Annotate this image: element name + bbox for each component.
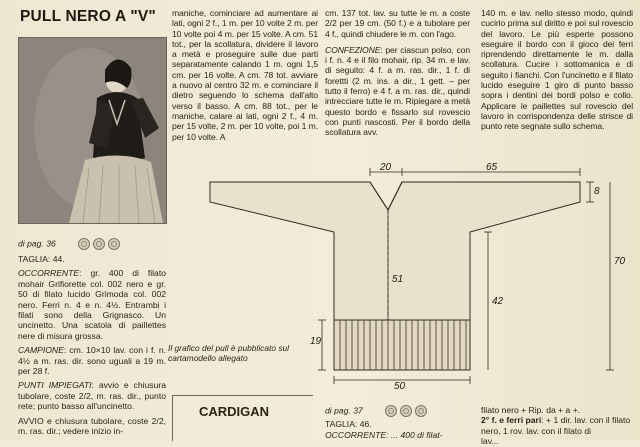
difficulty-icons	[78, 238, 123, 250]
sweater-outline	[210, 182, 580, 320]
cardigan-difficulty-icons	[385, 405, 430, 417]
column-2-text: maniche, cominciare ad aumentare ai lati, ogni 2 f., 1 m. per 10 volte 2 m. per 10 volte poi 4 m. per 15 volte. A cm. 51 tot., per la scollatura, dividere il lavoro a metà e proseguire sulle due parti separatamente calando 1 m. ogni 1,5 cm. per 16 volte. A cm. 78 tot. avviare a nuovo al centro 32 m. e cominciare il dietro seguendo lo schema dall'alto verso il basso. A cm. 88 tot., per le maniche, calare ai lati, ogni 2 f., 4 m. per 15 volte, 2 m. per 10 volte, poi 1 m. per 10 volte. A	[172, 8, 318, 142]
left-info	[18, 238, 166, 441]
column-4-text: 140 m. e lav. nello stesso modo, quindi cucirlo prima sul diritto e poi sul rovescio del lavoro. Le più esperte possono eseguire il bordo con il gioco dei ferri riprendendo direttamente le m. dalla scollatura. Cucire i sottomanica e di seguito i fianchi. Con l'uncinetto e il filato lucido eseguire 1 giro di punto basso sopra i dentini dei bordi polso e collo. Applicare le paillettes sul rovescio del lavoro in corrispondenza delle strisce di punto rete segnate sullo schema.	[481, 8, 633, 132]
ball-icon	[93, 238, 105, 250]
ball-icon	[400, 405, 412, 417]
dim-cuff: 8	[594, 186, 600, 197]
cardigan-line-3: lav...	[481, 436, 499, 447]
column-2	[172, 8, 318, 142]
column-4	[481, 8, 633, 132]
cardigan-page-ref: di pag. 37	[325, 405, 363, 416]
cardigan-line-2-bold: 2° f. e ferri pari	[481, 415, 542, 426]
cardigan-info	[325, 405, 475, 441]
campione-label: CAMPIONE	[18, 345, 64, 356]
taglia: TAGLIA: 44.	[18, 254, 65, 264]
occorrente-text: : gr. 400 di filato mohair Grifiorette col. 002 nero e gr. 50 di filato lucido Grimoda col. 002 nero. Ferri n. 4 e n. 4½. Entrambi i filati sono della Grignasco. Un uncinetto. Una scatola di paillettes nere di misura grossa.	[18, 268, 166, 341]
cardigan-line-2: : + 1 dir. lav. con il filato nero, 1 rov. lav. con il filato di	[481, 415, 631, 436]
dim-neck: 20	[380, 162, 392, 173]
ball-icon	[415, 405, 427, 417]
dim-sleeve: 65	[486, 162, 498, 173]
dim-height: 70	[614, 256, 626, 267]
esecuzione-text: AVVIO e chiusura tubolare, coste 2/2, m. ras. dir.; vedere inizio in-	[18, 415, 166, 437]
cardigan-taglia: TAGLIA: 46.	[325, 419, 372, 429]
ball-icon	[108, 238, 120, 250]
dim-rib: 19	[310, 336, 322, 347]
occorrente-label: OCCORRENTE	[18, 268, 80, 279]
dim-v-depth: 51	[392, 274, 404, 285]
confezione-text: : per ciascun polso, con i f. n. 4 e il filo mohair, rip. 34 m. e lav. di seguito: 4 f. a m. ras. dir., 1 f. di forettti (2 m. ins. a dir., 1 gett. – per tutto il ferro) e 4 f. a m. ras. dir., quindi intrecciare tutte le m. Ripiegare a metà questo bordo e fissarlo sul rovescio con punti nascosti. Per il bordo della scollatura avv.	[325, 44, 470, 138]
diagram-caption: Il grafico del pull è pubblicato sul cartamodello allegato	[168, 343, 290, 363]
column-3-text: cm. 137 tot. lav. su tutte le m. a coste 2/2 per 19 cm. (50 f.) e a tubolare per 4 f., quindi chiudere le m. con l'ago.	[325, 8, 470, 39]
confezione-label: CONFEZIONE	[325, 44, 381, 55]
punti-label: PUNTI IMPIEGATI	[18, 380, 92, 391]
punti-text: : avvio e chiusura tubolare, coste 2/2, m. ras. dir., punto rete; punto basso all'uncinetto.	[18, 380, 167, 412]
dim-width: 50	[394, 381, 406, 392]
model-photo	[18, 37, 167, 224]
page-title: PULL NERO A "V"	[20, 8, 156, 25]
cardigan-title: CARDIGAN	[199, 404, 270, 419]
dim-body: 42	[492, 296, 504, 307]
rib-band	[334, 320, 470, 370]
campione-text: : cm. 10×10 lav. con i f. n. 4½ a m. ras. dir. sono uguali a 19 m. per 28 f.	[18, 345, 166, 377]
model-photo-figure	[19, 38, 166, 223]
cardigan-occorrente: OCCORRENTE: ... 400 di filat-	[325, 430, 443, 441]
column-3	[325, 8, 470, 138]
ball-icon	[385, 405, 397, 417]
page-ref: di pag. 36	[18, 238, 56, 249]
ball-icon	[78, 238, 90, 250]
cardigan-line-1: filato nero + Rip. da + a +.	[481, 405, 581, 415]
cardigan-instructions	[481, 405, 636, 447]
